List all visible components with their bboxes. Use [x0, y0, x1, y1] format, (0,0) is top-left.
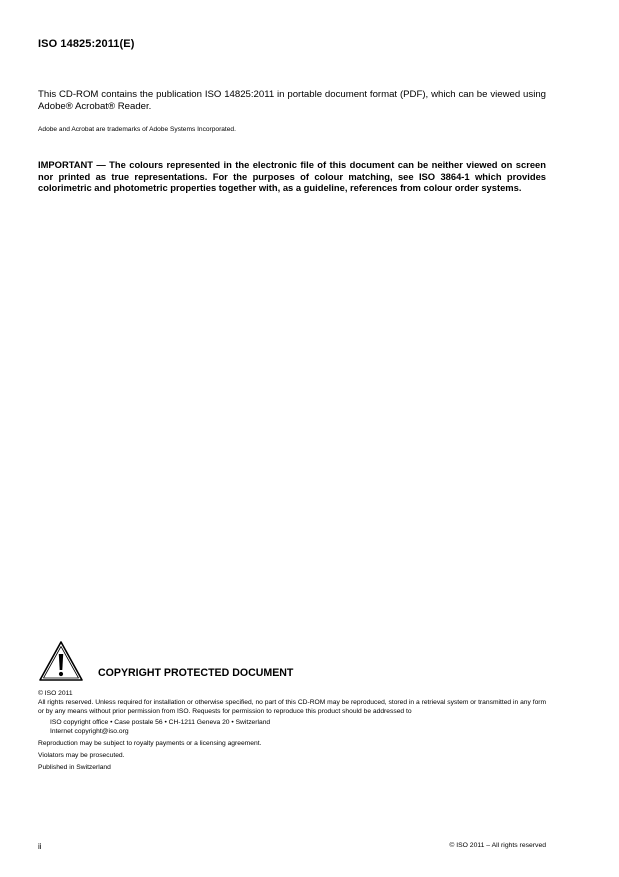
internet-address: Internet copyright@iso.org: [50, 728, 129, 736]
violators-notice: Violators may be prosecuted.: [38, 751, 125, 759]
published-location: Published in Switzerland: [38, 763, 111, 771]
warning-icon: [38, 640, 84, 682]
document-title: ISO 14825:2011(E): [38, 38, 135, 50]
rights-statement: All rights reserved. Unless required for installation or otherwise specified, no part of this CD-ROM may be reproduced, stored in a retrieval system or transmitted in any form or by any means without prior permission from ISO. Requests for permission to reproduce this product should be addressed to: [38, 698, 547, 715]
intro-paragraph: This CD-ROM contains the publication ISO 14825:2011 in portable document format (PDF), which can be viewed using Adobe® Acrobat® Reader.: [38, 89, 546, 112]
copyright-heading: COPYRIGHT PROTECTED DOCUMENT: [98, 667, 294, 679]
footer-rights: © ISO 2011 – All rights reserved: [449, 842, 546, 849]
page-number: ii: [38, 842, 42, 851]
copyright-year: © ISO 2011: [38, 690, 73, 697]
important-notice: IMPORTANT — The colours represented in the electronic file of this document can be neither viewed on screen nor printed as true representations. For the purposes of colour matching, see ISO 3864-1 which provides colorimetric and photometric properties together with, as a guideline, references from colour order systems.: [38, 159, 546, 194]
office-address: ISO copyright office • Case postale 56 • CH-1211 Geneva 20 • Switzerland: [50, 719, 271, 727]
reproduction-notice: Reproduction may be subject to royalty payments or a licensing agreement.: [38, 739, 262, 747]
trademark-notice: Adobe and Acrobat are trademarks of Adobe Systems Incorporated.: [38, 126, 236, 133]
copyright-text: [38, 690, 548, 772]
